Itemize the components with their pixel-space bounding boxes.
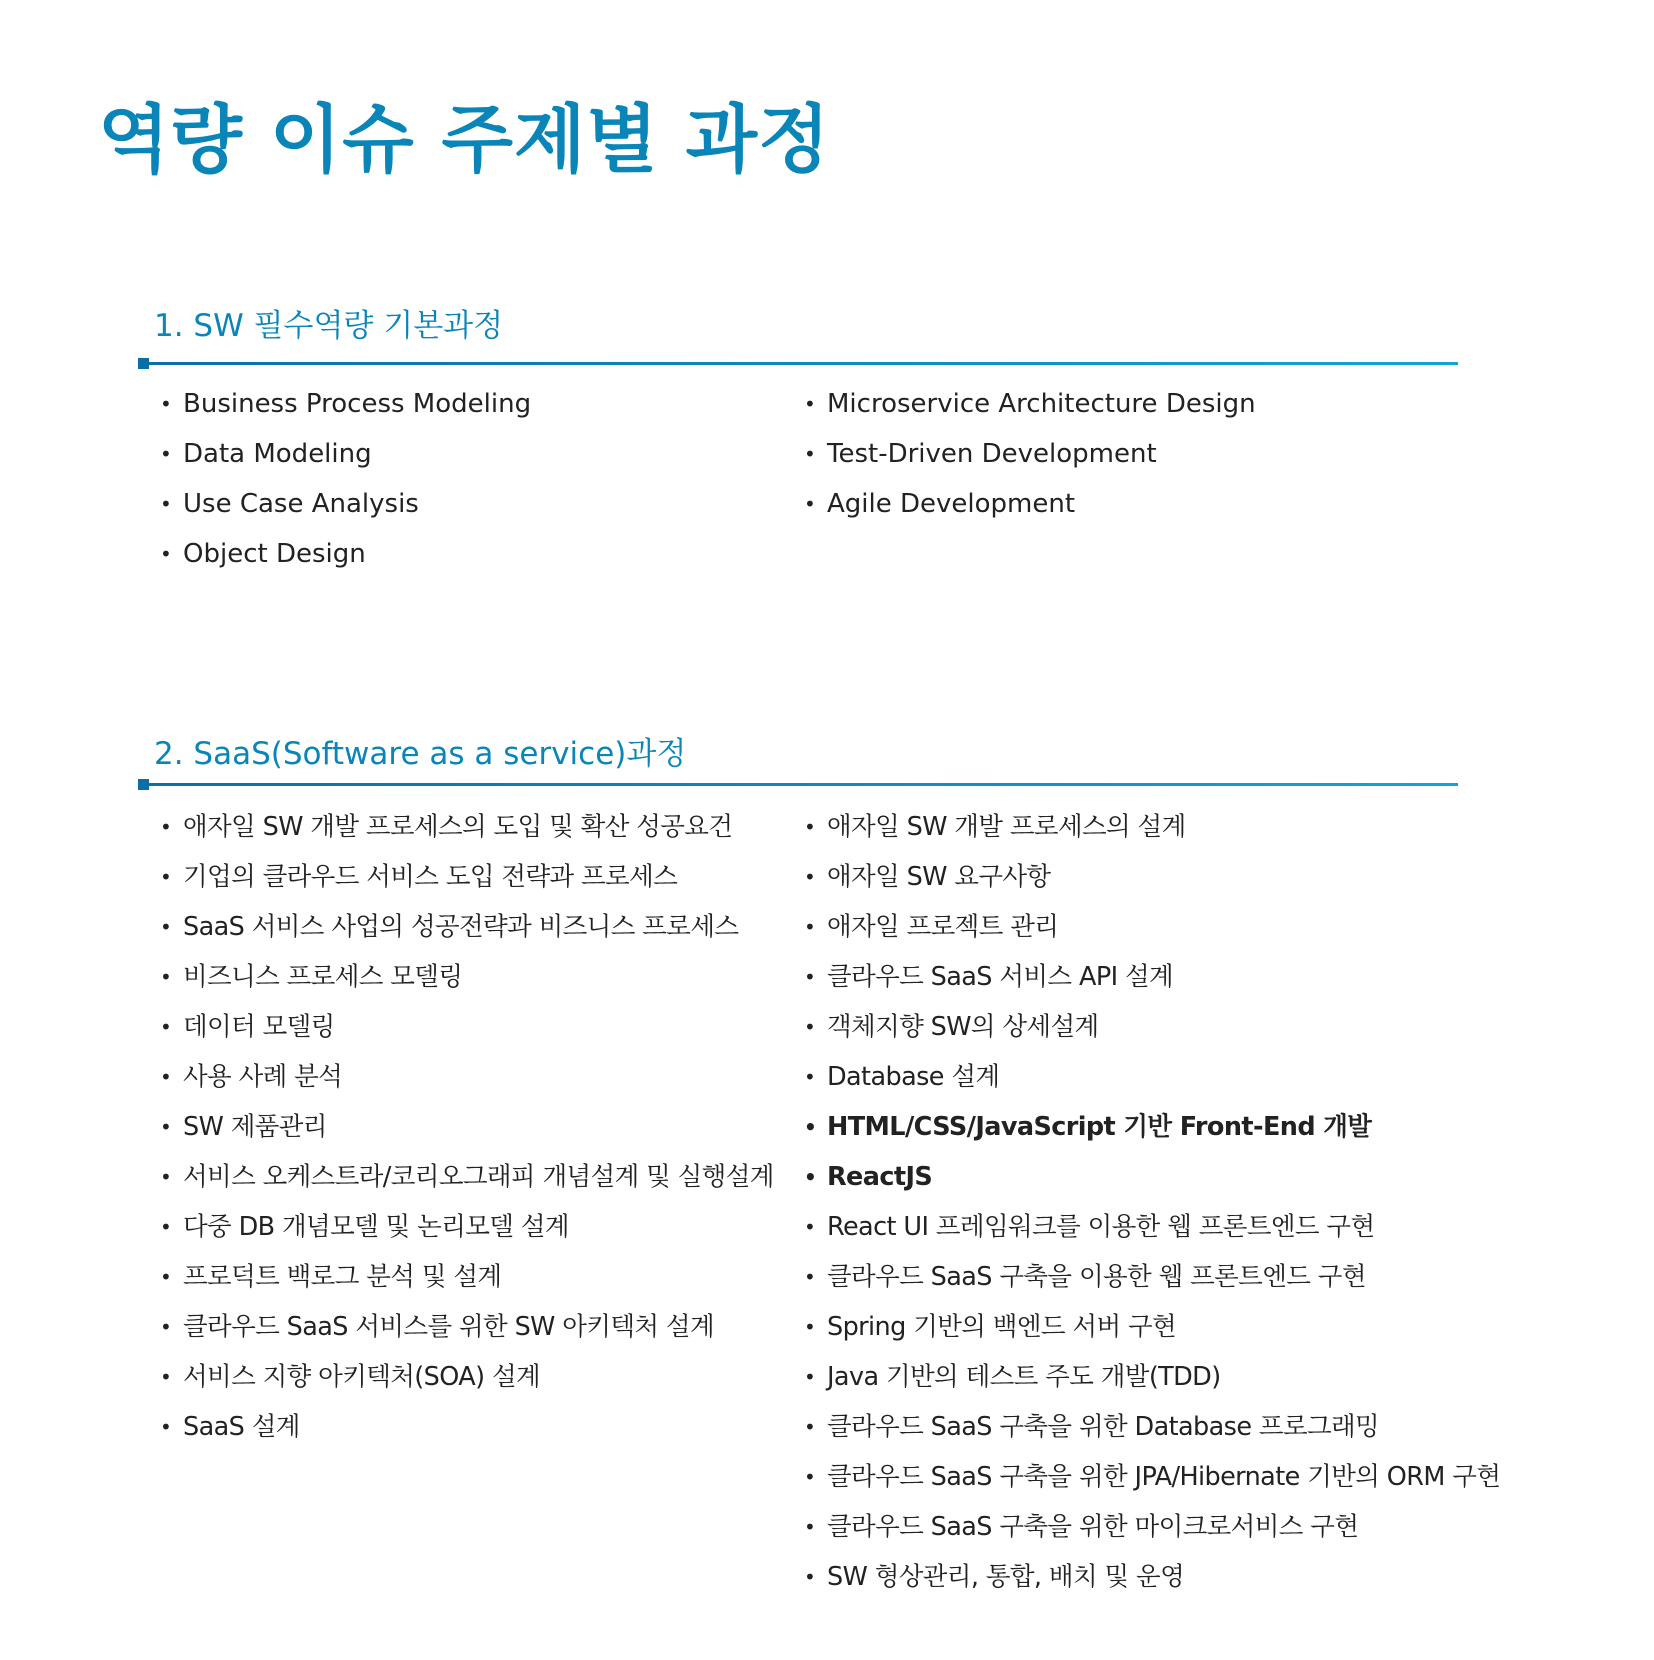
list-item-label: 서비스 오케스트라/코리오그래피 개념설계 및 실행설계 — [183, 1162, 774, 1192]
bullet-icon: • — [160, 1365, 172, 1389]
bullet-icon: • — [160, 865, 172, 889]
bullet-icon: • — [160, 1115, 172, 1139]
list-item — [804, 802, 1500, 852]
list-item — [804, 1152, 1500, 1202]
bullet-icon: • — [804, 1365, 816, 1389]
bullet-icon: • — [804, 1265, 816, 1289]
bullet-icon: • — [804, 815, 816, 839]
list-item — [160, 852, 774, 902]
list-item — [160, 1052, 774, 1102]
bullet-icon: • — [160, 815, 172, 839]
list-item-label: 애자일 프로젝트 관리 — [827, 912, 1059, 942]
list-item-label: 애자일 SW 요구사항 — [827, 862, 1051, 892]
list-item-label: SaaS 설계 — [183, 1412, 300, 1442]
list-item — [160, 902, 774, 952]
section1-left-list — [160, 379, 531, 579]
list-item-label: 다중 DB 개념모델 및 논리모델 설계 — [183, 1212, 569, 1242]
list-item-label: 클라우드 SaaS 서비스를 위한 SW 아키텍처 설계 — [183, 1312, 714, 1342]
list-item — [804, 1102, 1500, 1152]
list-item-label: 애자일 SW 개발 프로세스의 도입 및 확산 성공요건 — [183, 812, 733, 842]
bullet-icon: • — [160, 1315, 172, 1339]
list-item-label: Object Design — [183, 539, 366, 569]
list-item-label: 서비스 지향 아키텍처(SOA) 설계 — [183, 1362, 541, 1392]
list-item-label: SW 제품관리 — [183, 1112, 327, 1142]
bullet-icon: • — [804, 1465, 816, 1489]
list-item-label: 클라우드 SaaS 구축을 위한 JPA/Hibernate 기반의 ORM 구현 — [827, 1462, 1501, 1492]
list-item — [160, 1302, 774, 1352]
list-item-label: SW 형상관리, 통합, 배치 및 운영 — [827, 1562, 1185, 1592]
list-item-label: Use Case Analysis — [183, 489, 419, 519]
bullet-icon: • — [804, 1565, 816, 1589]
bullet-icon: • — [804, 1215, 816, 1239]
list-item — [804, 902, 1500, 952]
list-item-label: 사용 사례 분석 — [183, 1062, 343, 1092]
list-item — [804, 1002, 1500, 1052]
list-item-label: 데이터 모델링 — [183, 1012, 335, 1042]
bullet-icon: • — [160, 1065, 172, 1089]
list-item-label: Database 설계 — [827, 1062, 1000, 1092]
bullet-icon: • — [804, 1315, 816, 1339]
divider-cap — [138, 779, 149, 790]
bullet-icon: • — [160, 442, 172, 466]
list-item-label: Data Modeling — [183, 439, 372, 469]
section-title: 2. SaaS(Software as a service)과정 — [154, 736, 687, 772]
list-item-label: Spring 기반의 백엔드 서버 구현 — [827, 1312, 1177, 1342]
section2-right-list — [804, 802, 1500, 1602]
list-item — [160, 479, 531, 529]
list-item — [160, 1152, 774, 1202]
list-item-label: 기업의 클라우드 서비스 도입 전략과 프로세스 — [183, 862, 678, 892]
list-item — [160, 952, 774, 1002]
list-item — [804, 852, 1500, 902]
list-item-label: 프로덕트 백로그 분석 및 설계 — [183, 1262, 502, 1292]
bullet-icon: • — [160, 1015, 172, 1039]
bullet-icon: • — [804, 1515, 816, 1539]
bullet-icon: • — [160, 915, 172, 939]
list-item-label: HTML/CSS/JavaScript 기반 Front-End 개발 — [827, 1112, 1372, 1142]
bullet-icon: • — [160, 965, 172, 989]
bullet-icon: • — [160, 542, 172, 566]
list-item-label: 클라우드 SaaS 서비스 API 설계 — [827, 962, 1174, 992]
list-item — [160, 1102, 774, 1152]
list-item-label: 비즈니스 프로세스 모델링 — [183, 962, 463, 992]
list-item — [804, 429, 1256, 479]
list-item — [160, 1202, 774, 1252]
list-item-label: Test-Driven Development — [827, 439, 1157, 469]
list-item — [804, 1302, 1500, 1352]
section2-left-list — [160, 802, 774, 1452]
bullet-icon: • — [804, 965, 816, 989]
bullet-icon: • — [160, 492, 172, 516]
bullet-icon: • — [804, 915, 816, 939]
list-item — [804, 1552, 1500, 1602]
list-item — [804, 1202, 1500, 1252]
divider-cap — [138, 358, 149, 369]
bullet-icon: • — [804, 1415, 816, 1439]
page-title: 역량 이슈 주제별 과정 — [98, 97, 831, 183]
bullet-icon: • — [804, 442, 816, 466]
list-item — [160, 1002, 774, 1052]
list-item — [160, 802, 774, 852]
bullet-icon: • — [160, 1265, 172, 1289]
list-item-label: 애자일 SW 개발 프로세스의 설계 — [827, 812, 1186, 842]
list-item — [804, 1402, 1500, 1452]
list-item-label: 클라우드 SaaS 구축을 위한 Database 프로그래밍 — [827, 1412, 1380, 1442]
bullet-icon: • — [804, 865, 816, 889]
list-item — [160, 379, 531, 429]
section-title: 1. SW 필수역량 기본과정 — [154, 308, 504, 344]
bullet-icon: • — [160, 392, 172, 416]
bullet-icon: • — [804, 1165, 817, 1189]
list-item — [804, 1502, 1500, 1552]
list-item-label: 클라우드 SaaS 구축을 위한 마이크로서비스 구현 — [827, 1512, 1359, 1542]
bullet-icon: • — [804, 1065, 816, 1089]
list-item-label: 클라우드 SaaS 구축을 이용한 웹 프론트엔드 구현 — [827, 1262, 1366, 1292]
bullet-icon: • — [804, 1015, 816, 1039]
list-item — [160, 529, 531, 579]
bullet-icon: • — [804, 1115, 817, 1139]
list-item-label: Business Process Modeling — [183, 389, 532, 419]
list-item — [804, 479, 1256, 529]
list-item — [160, 1252, 774, 1302]
list-item — [804, 952, 1500, 1002]
list-item-label: React UI 프레임워크를 이용한 웹 프론트엔드 구현 — [827, 1212, 1375, 1242]
bullet-icon: • — [804, 492, 816, 516]
bullet-icon: • — [160, 1215, 172, 1239]
bullet-icon: • — [160, 1415, 172, 1439]
list-item-label: Java 기반의 테스트 주도 개발(TDD) — [827, 1362, 1221, 1392]
list-item-label: SaaS 서비스 사업의 성공전략과 비즈니스 프로세스 — [183, 912, 739, 942]
list-item — [804, 1352, 1500, 1402]
list-item — [804, 1052, 1500, 1102]
list-item — [160, 1352, 774, 1402]
list-item — [804, 1252, 1500, 1302]
list-item-label: Agile Development — [827, 489, 1076, 519]
list-item-label: Microservice Architecture Design — [827, 389, 1256, 419]
list-item — [804, 1452, 1500, 1502]
list-item — [160, 429, 531, 479]
list-item — [804, 379, 1256, 429]
bullet-icon: • — [160, 1165, 172, 1189]
list-item-label: ReactJS — [827, 1162, 933, 1192]
list-item — [160, 1402, 774, 1452]
section-divider — [138, 783, 1458, 786]
section-divider — [138, 362, 1458, 365]
list-item-label: 객체지향 SW의 상세설계 — [827, 1012, 1099, 1042]
bullet-icon: • — [804, 392, 816, 416]
section1-right-list — [804, 379, 1256, 529]
